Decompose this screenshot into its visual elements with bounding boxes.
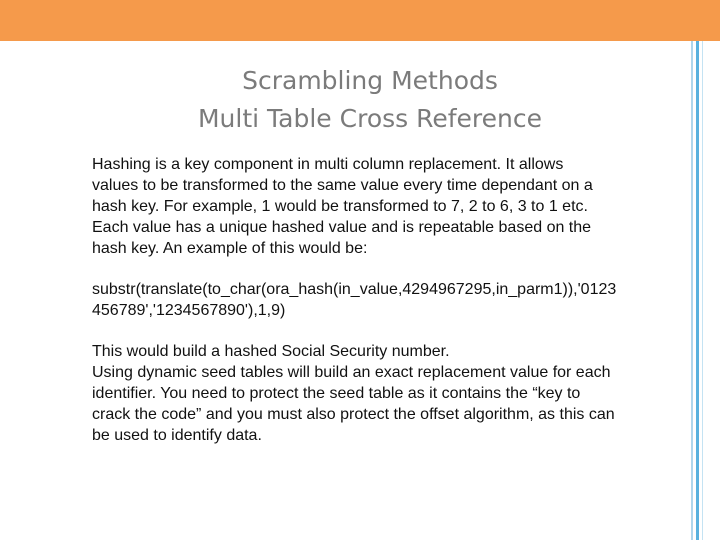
top-accent-bar: [0, 0, 720, 41]
slide-body: [92, 154, 688, 446]
slide-title-line-1: Scrambling Methods: [242, 66, 498, 95]
code-example: substr(translate(to_char(ora_hash(in_value,4294967295,in_parm1)),'0123 456789','1234567890'),1,9): [92, 281, 617, 319]
slide-title: [0, 62, 720, 138]
intro-paragraph: Hashing is a key component in multi column replacement. It allows values to be transformed to the same value every time dependant on a hash key. For example, 1 would be transformed to 7, 2 to 6, 3 to 1 etc. Each value has a unique hashed value and is repeatable based on the hash key. An example of this would be:: [92, 156, 593, 257]
explanation-paragraph: This would build a hashed Social Security number. Using dynamic seed tables will build an exact replacement value for each identifier. You need to protect the seed table as it contains the “key to crack the code” and you must also protect the offset algorithm, as this can be used to identify data.: [92, 343, 615, 444]
slide-title-line-2: Multi Table Cross Reference: [197, 104, 543, 133]
